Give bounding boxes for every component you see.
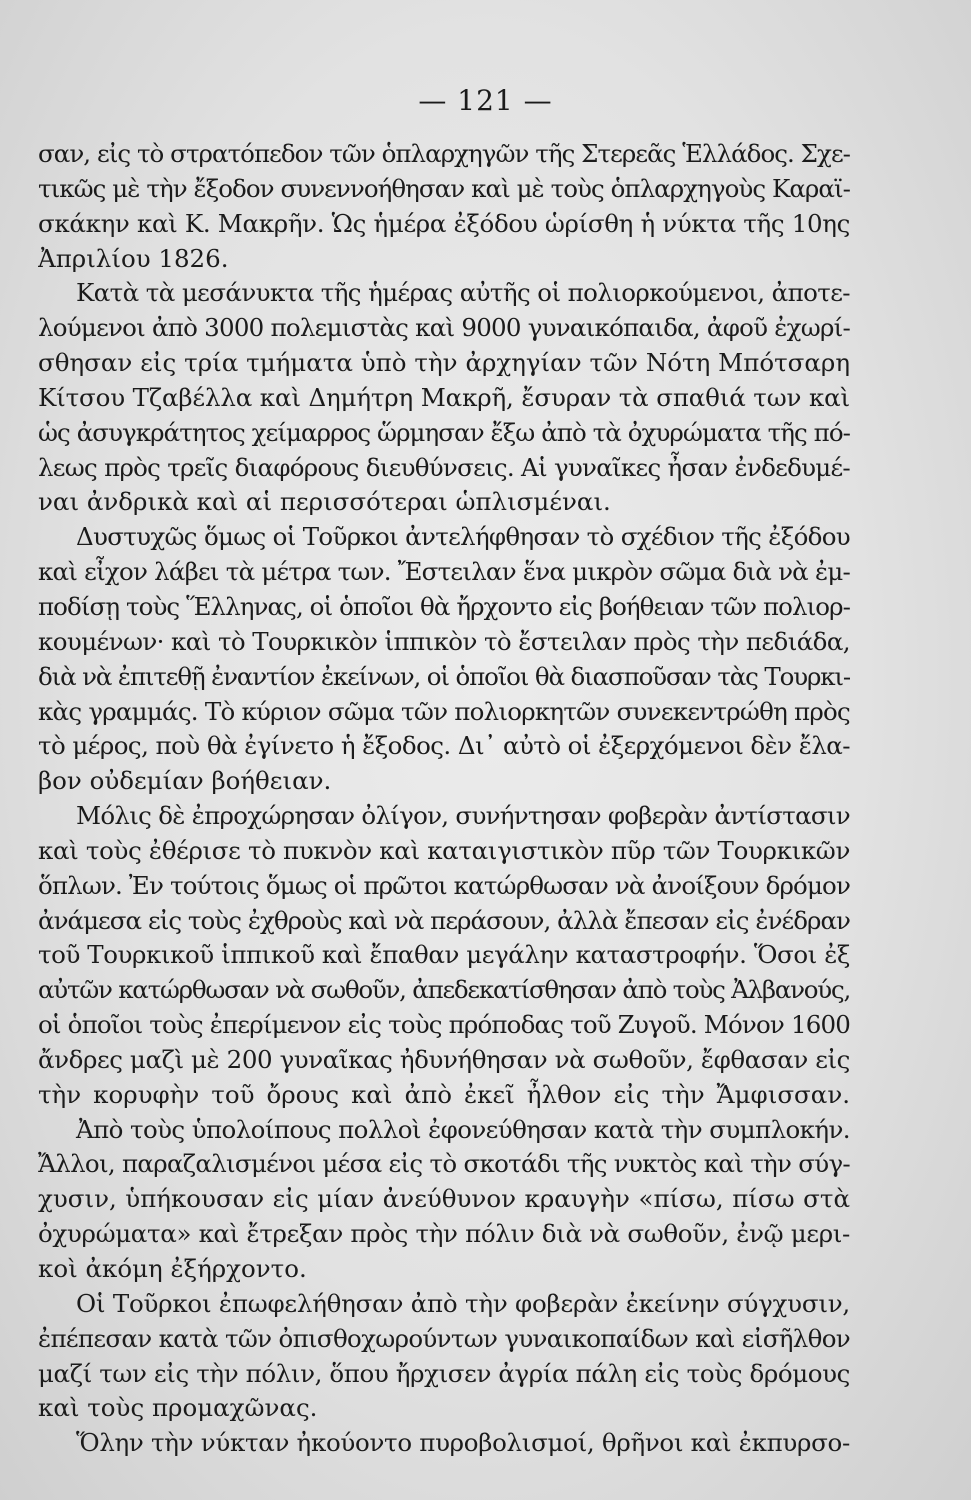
text-line: αὐτῶν κατώρθωσαν νὰ σωθοῦν, ἀπεδεκατίσθησαν ἀπὸ τοὺς Ἀλβανούς, bbox=[38, 975, 850, 1005]
text-line: σαν, εἰς τὸ στρατόπεδον τῶν ὁπλαρχηγῶν τῆς Στερεᾶς Ἑλλάδος. Σχε- bbox=[38, 139, 850, 168]
text-line: λούμενοι ἀπὸ 3000 πολεμιστὰς καὶ 9000 γυναικόπαιδα, ἀφοῦ ἐχωρί- bbox=[38, 313, 850, 343]
text-line: κουμένων· καὶ τὸ Τουρκικὸν ἱππικὸν τὸ ἔστειλαν πρὸς τὴν πεδιάδα, bbox=[38, 626, 850, 656]
text-line: βον οὐδεμίαν βοήθειαν. bbox=[38, 766, 332, 796]
text-line: καὶ τοὺς προμαχῶνας. bbox=[38, 1393, 318, 1423]
text-line: Ἄλλοι, παραζαλισμένοι μέσα εἰς τὸ σκοτάδι τῆς νυκτὸς καὶ τὴν σύγ- bbox=[38, 1149, 850, 1179]
text-line: χυσιν, ὑπήκουσαν εἰς μίαν ἀνεύθυνον κραυγὴν «πίσω, πίσω στὰ bbox=[38, 1184, 850, 1214]
text-line: μαζί των εἰς τὴν πόλιν, ὅπου ἤρχισεν ἀγρία πάλη εἰς τοὺς δρόμους bbox=[38, 1358, 850, 1388]
text-line: λεως πρὸς τρεῖς διαφόρους διευθύνσεις. Αἱ γυναῖκες ἦσαν ἐνδεδυμέ- bbox=[38, 452, 850, 482]
text-line: ἄνδρες μαζὶ μὲ 200 γυναῖκας ἠδυνήθησαν νὰ σωθοῦν, ἔφθασαν εἰς bbox=[38, 1044, 850, 1074]
text-line: Ἀπριλίου 1826. bbox=[38, 243, 229, 273]
text-line: κοὶ ἀκόμη ἐξήρχοντο. bbox=[38, 1254, 307, 1283]
text-line: τὸ μέρος, ποὺ θὰ ἐγίνετο ἡ ἔξοδος. Δι᾽ αὐτὸ οἱ ἐξερχόμενοι δὲν ἔλα- bbox=[38, 731, 850, 761]
text-line: κὰς γραμμάς. Τὸ κύριον σῶμα τῶν πολιορκητῶν συνεκεντρώθη πρὸς bbox=[38, 696, 850, 726]
text-line: ὅπλων. Ἐν τούτοις ὅμως οἱ πρῶτοι κατώρθωσαν νὰ ἀνοίξουν δρόμον bbox=[38, 870, 850, 900]
text-line: σκάκην καὶ Κ. Μακρῆν. Ὡς ἡμέρα ἐξόδου ὡρίσθη ἡ νύκτα τῆς 10ης bbox=[38, 208, 850, 238]
text-line: Κίτσου Τζαβέλλα καὶ Δημήτρη Μακρῆ, ἔσυραν τὰ σπαθιά των καὶ bbox=[38, 382, 850, 412]
text-line: τοῦ Τουρκικοῦ ἱππικοῦ καὶ ἔπαθαν μεγάλην καταστροφήν. Ὅσοι ἐξ bbox=[38, 940, 850, 970]
text-line: ὡς ἀσυγκράτητος χείμαρρος ὥρμησαν ἔξω ἀπὸ τὰ ὀχυρώματα τῆς πό- bbox=[38, 417, 850, 447]
text-line: τὴν κορυφὴν τοῦ ὄρους καὶ ἀπὸ ἐκεῖ ἦλθον εἰς τὴν Ἄμφισσαν. bbox=[38, 1079, 850, 1109]
text-line: Μόλις δὲ ἐπροχώρησαν ὀλίγον, συνήντησαν φοβερὰν ἀντίστασιν bbox=[76, 801, 850, 831]
text-line: καὶ τοὺς ἐθέρισε τὸ πυκνὸν καὶ καταιγιστικὸν πῦρ τῶν Τουρκικῶν bbox=[38, 835, 850, 865]
text-line: τικῶς μὲ τὴν ἔξοδον συνεννοήθησαν καὶ μὲ τοὺς ὁπλαρχηγοὺς Καραϊ- bbox=[38, 173, 850, 203]
text-line: οἱ ὁποῖοι τοὺς ἐπερίμενον εἰς τοὺς πρόποδας τοῦ Ζυγοῦ. Μόνον 1600 bbox=[38, 1010, 850, 1040]
text-line: Οἱ Τοῦρκοι ἐπωφελήθησαν ἀπὸ τὴν φοβερὰν ἐκείνην σύγχυσιν, bbox=[76, 1288, 850, 1318]
text-line: ποδίσῃ τοὺς Ἕλληνας, οἱ ὁποῖοι θὰ ἤρχοντο εἰς βοήθειαν τῶν πολιορ- bbox=[38, 591, 850, 621]
text-line: διὰ νὰ ἐπιτεθῇ ἐναντίον ἐκείνων, οἱ ὁποῖοι θὰ διασποῦσαν τὰς Τουρκι- bbox=[38, 661, 850, 691]
text-line: ἀνάμεσα εἰς τοὺς ἐχθροὺς καὶ νὰ περάσουν, ἀλλὰ ἔπεσαν εἰς ἐνέδραν bbox=[38, 905, 850, 935]
text-line: καὶ εἶχον λάβει τὰ μέτρα των. Ἔστειλαν ἕνα μικρὸν σῶμα διὰ νὰ ἐμ- bbox=[38, 557, 850, 587]
text-line: ὀχυρώματα» καὶ ἔτρεξαν πρὸς τὴν πόλιν διὰ νὰ σωθοῦν, ἐνῷ μερι- bbox=[38, 1219, 850, 1249]
text-line: Ἀπὸ τοὺς ὑπολοίπους πολλοὶ ἐφονεύθησαν κατὰ τὴν συμπλοκήν. bbox=[76, 1114, 850, 1144]
body-text bbox=[38, 137, 850, 1461]
text-line: σθησαν εἰς τρία τμήματα ὑπὸ τὴν ἀρχηγίαν τῶν Νότη Μπότσαρη bbox=[38, 348, 850, 378]
page-number: — 121 — bbox=[418, 84, 553, 117]
text-line: ναι ἀνδρικὰ καὶ αἱ περισσότεραι ὡπλισμέναι. bbox=[38, 487, 611, 517]
text-line: ἐπέπεσαν κατὰ τῶν ὀπισθοχωρούντων γυναικοπαίδων καὶ εἰσῆλθον bbox=[38, 1323, 850, 1353]
text-line: Κατὰ τὰ μεσάνυκτα τῆς ἡμέρας αὐτῆς οἱ πολιορκούμενοι, ἀποτε- bbox=[76, 278, 850, 308]
text-line: Δυστυχῶς ὅμως οἱ Τοῦρκοι ἀντελήφθησαν τὸ σχέδιον τῆς ἐξόδου bbox=[76, 522, 850, 552]
text-line: Ὅλην τὴν νύκταν ἠκούοντο πυροβολισμοί, θρῆνοι καὶ ἐκπυρσο- bbox=[76, 1428, 850, 1458]
